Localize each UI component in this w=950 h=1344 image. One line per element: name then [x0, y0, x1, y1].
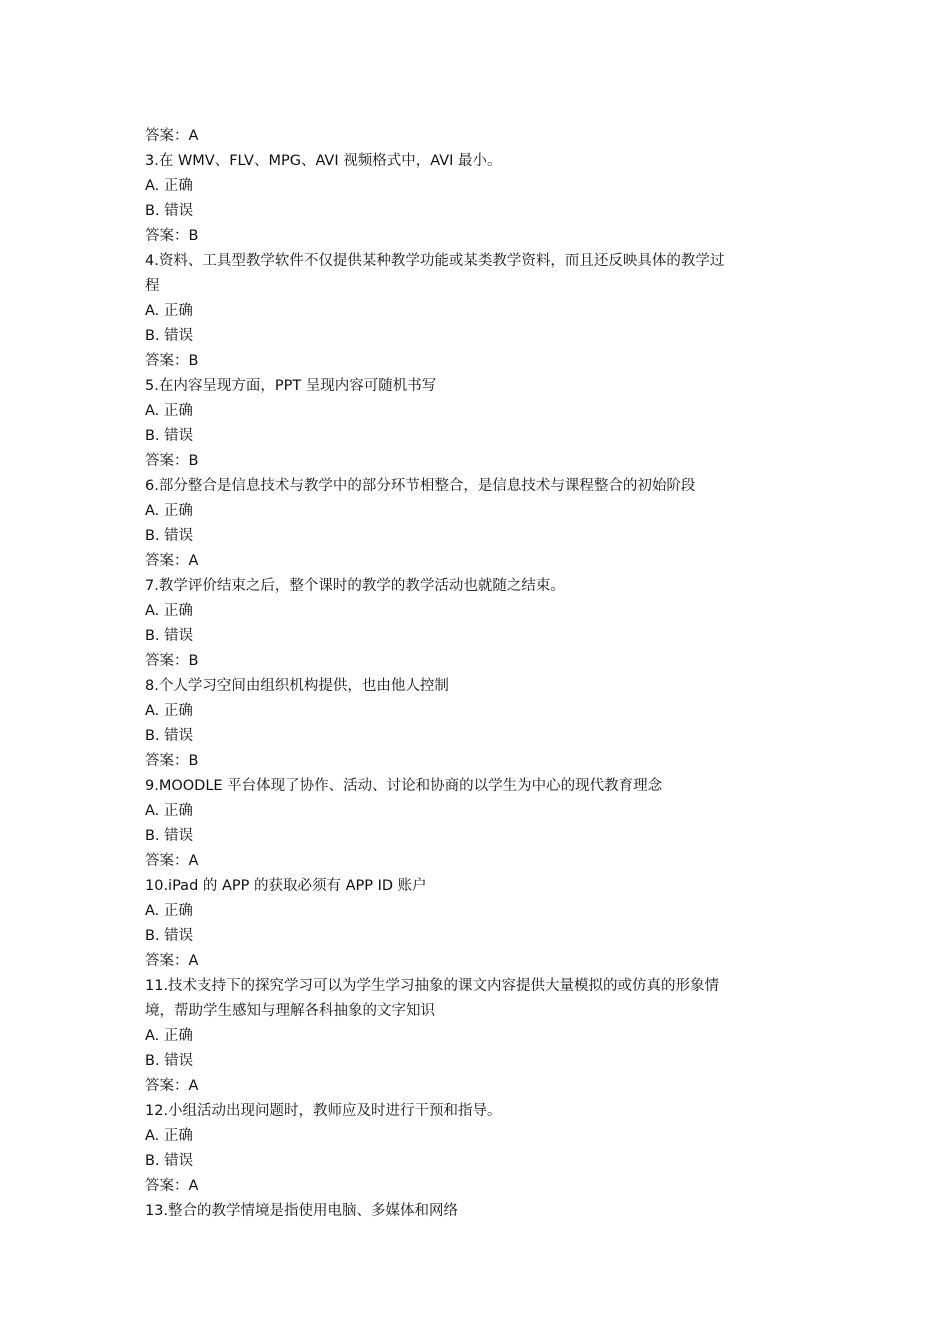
option-line: A. 正确 [145, 503, 193, 519]
question-line-continued: 境，帮助学生感知与理解各科抽象的文字知识 [145, 1003, 435, 1019]
question-line: 11.技术支持下的探究学习可以为学生学习抽象的课文内容提供大量模拟的或仿真的形象情 [145, 978, 720, 994]
option-line: A. 正确 [145, 178, 193, 194]
option-line: A. 正确 [145, 303, 193, 319]
question-line: 12.小组活动出现问题时，教师应及时进行干预和指导。 [145, 1103, 502, 1119]
question-line-continued: 程 [145, 278, 160, 294]
option-line: A. 正确 [145, 603, 193, 619]
question-line: 9.MOODLE 平台体现了协作、活动、讨论和协商的以学生为中心的现代教育理念 [145, 778, 663, 794]
option-line: B. 错误 [145, 928, 194, 944]
option-line: B. 错误 [145, 728, 194, 744]
option-line: B. 错误 [145, 1153, 194, 1169]
question-line: 6.部分整合是信息技术与教学中的部分环节相整合，是信息技术与课程整合的初始阶段 [145, 478, 696, 494]
option-line: B. 错误 [145, 428, 194, 444]
option-line: B. 错误 [145, 828, 194, 844]
option-line: A. 正确 [145, 903, 193, 919]
answer-line: 答案：A [145, 128, 199, 144]
option-line: B. 错误 [145, 328, 194, 344]
answer-line: 答案：B [145, 653, 199, 669]
answer-line: 答案：A [145, 853, 199, 869]
option-line: B. 错误 [145, 1053, 194, 1069]
question-line: 8.个人学习空间由组织机构提供，也由他人控制 [145, 678, 449, 694]
question-line: 4.资料、工具型教学软件不仅提供某种教学功能或某类教学资料，而且还反映具体的教学过 [145, 253, 725, 269]
option-line: A. 正确 [145, 1128, 193, 1144]
option-line: B. 错误 [145, 528, 194, 544]
answer-line: 答案：B [145, 453, 199, 469]
question-line: 13.整合的教学情境是指使用电脑、多媒体和网络 [145, 1203, 459, 1219]
answer-line: 答案：B [145, 353, 199, 369]
question-line: 7.教学评价结束之后，整个课时的教学的教学活动也就随之结束。 [145, 578, 565, 594]
question-line: 5.在内容呈现方面，PPT 呈现内容可随机书写 [145, 378, 437, 394]
question-line: 3.在 WMV、FLV、MPG、AVI 视频格式中，AVI 最小。 [145, 153, 502, 169]
answer-line: 答案：B [145, 228, 199, 244]
answer-line: 答案：A [145, 553, 199, 569]
option-line: A. 正确 [145, 1028, 193, 1044]
document-body [145, 124, 815, 1224]
answer-line: 答案：A [145, 1178, 199, 1194]
answer-line: 答案：B [145, 753, 199, 769]
option-line: B. 错误 [145, 628, 194, 644]
option-line: A. 正确 [145, 803, 193, 819]
option-line: A. 正确 [145, 403, 193, 419]
answer-line: 答案：A [145, 1078, 199, 1094]
option-line: B. 错误 [145, 203, 194, 219]
question-line: 10.iPad 的 APP 的获取必须有 APP ID 账户 [145, 878, 427, 894]
answer-line: 答案：A [145, 953, 199, 969]
option-line: A. 正确 [145, 703, 193, 719]
